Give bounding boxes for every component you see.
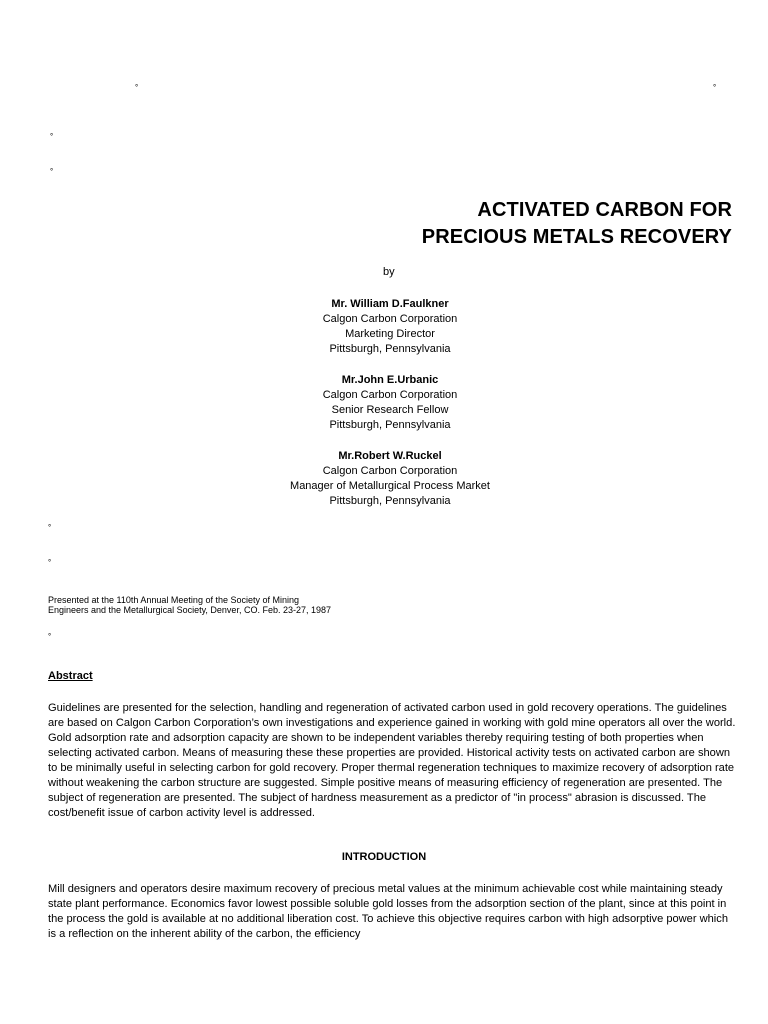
introduction-body: Mill designers and operators desire maximum recovery of precious metal values at the minimum achievable cost while maintaining steady state plant performance. Economics favor lowest possible soluble gold losses from the adsorption section of the plant, since at this point in the process the gold is available at no additional liberation cost. To achieve this objective requires carbon with high adsorptive power which is a reflection on the inherent ability of the carbon, the efficiency [48,883,728,940]
author-location: Pittsburgh, Pennsylvania [329,343,451,355]
author-company: Calgon Carbon Corporation [322,313,458,325]
author-block [230,297,550,357]
degree-mark: ° [48,632,52,641]
degree-mark: ° [48,523,52,532]
degree-mark: ° [135,83,139,92]
introduction-heading: INTRODUCTION [341,851,427,863]
author-location: Pittsburgh, Pennsylvania [329,495,451,507]
presentation-note-line-2: Engineers and the Metallurgical Society, Denver, CO. Feb. 23-27, 1987 [48,605,331,615]
author-company: Calgon Carbon Corporation [322,465,458,477]
author-role: Manager of Metallurgical Process Market [290,480,490,492]
abstract-body: Guidelines are presented for the selection, handling and regeneration of activated carbon used in gold recovery operations. The guidelines are based on Calgon Carbon Corporation’s own investigations and experience gained in working with gold mine operators all over the world. Gold adsorption rate and adsorption capacity are shown to be independent variables thereby requiring testing of both properties when selecting activated carbon. Means of measuring these these properties are provided. Historical activity tests on activated carbon are shown to be minimally useful in selecting carbon for gold recovery. Proper thermal regeneration techniques to maximize recovery of adsorption rate without weakening the carbon structure are suggested. Simple positive means of measuring efficiency of regeneration are presented. The subject of regeneration are presented. The subject of hardness measurement as a predictor of "in process" abrasion is discussed. The cost/benefit issue of carbon activity level is addressed. [48,702,736,819]
degree-mark: ° [713,83,717,92]
author-company: Calgon Carbon Corporation [322,389,458,401]
presentation-note [48,595,468,615]
author-role: Senior Research Fellow [331,404,449,416]
byline: by [383,266,395,278]
author-name: Mr. William D.Faulkner [331,298,449,310]
degree-mark: ° [50,132,54,141]
title-line-2: PRECIOUS METALS RECOVERY [421,226,732,248]
presentation-note-line-1: Presented at the 110th Annual Meeting of the Society of Mining [48,595,299,605]
document-title [422,197,732,251]
author-block [230,373,550,433]
author-location: Pittsburgh, Pennsylvania [329,419,451,431]
author-role: Marketing Director [345,328,435,340]
title-line-1: ACTIVATED CARBON FOR [477,199,732,221]
degree-mark: ° [50,167,54,176]
author-name: Mr.Robert W.Ruckel [338,450,442,462]
author-block [230,449,550,509]
author-name: Mr.John E.Urbanic [341,374,439,386]
abstract-heading: Abstract [48,670,93,682]
degree-mark: ° [48,558,52,567]
